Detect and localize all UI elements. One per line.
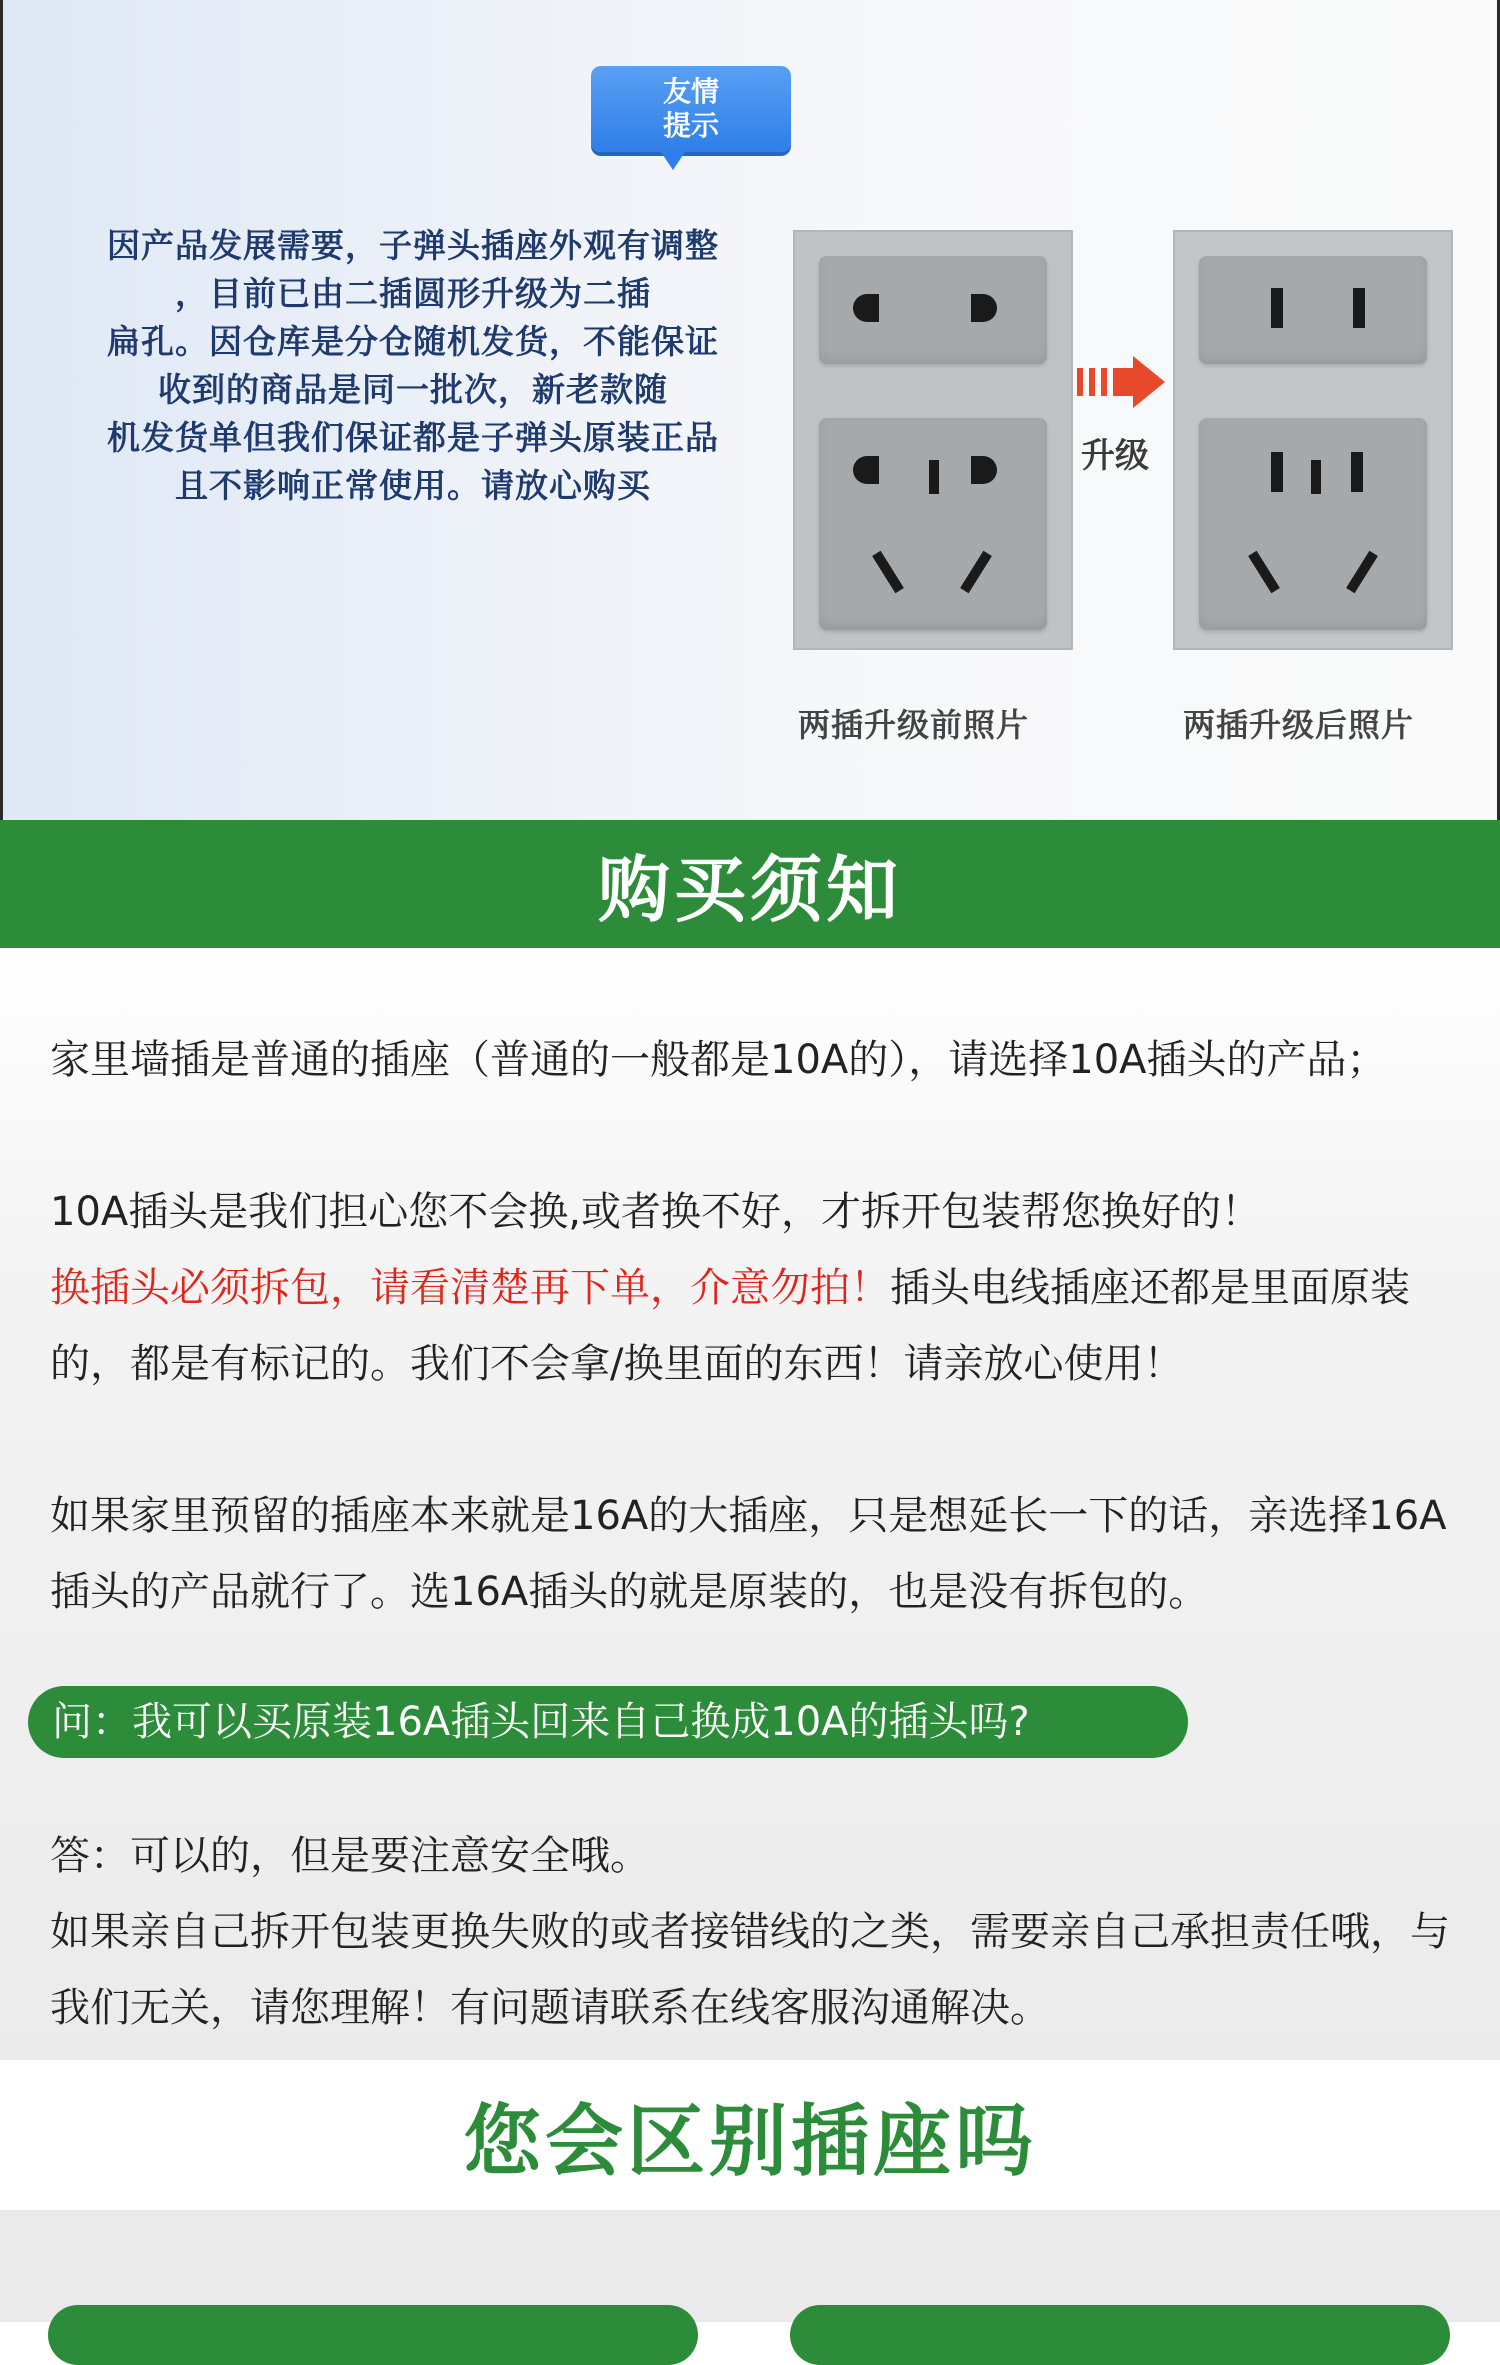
tip-badge: [591, 66, 791, 152]
socket-before-photo: [793, 230, 1073, 650]
notice-panel: [0, 0, 1500, 820]
purchase-notes-title: 购买须知: [597, 848, 902, 932]
notice-line: 因产品发展需要，子弹头插座外观有调整: [107, 226, 719, 265]
tip-badge-line1: 友情: [662, 75, 719, 108]
section-title: [0, 2060, 1500, 2210]
note-paragraph-4: 如果家里预留的插座本来就是16A的大插座，只是想延长一下的话，亲选择16A插头的产品就行了。选16A插头的就是原装的，也是没有拆包的。: [50, 1493, 1447, 1615]
notice-text: [53, 222, 773, 510]
upgrade-label: 升级: [1081, 436, 1149, 476]
caption-before: 两插升级前照片: [798, 706, 1030, 744]
note-paragraph-1: 家里墙插是普通的插座（普通的一般都是10A的），请选择10A插头的产品；: [50, 1037, 1387, 1083]
category-pill-left: [48, 2305, 698, 2365]
socket-round-holes-icon: [795, 232, 1075, 652]
notice-line: 扁孔。因仓库是分仓随机发货，不能保证: [107, 322, 719, 361]
answer-text: 答：可以的，但是要注意安全哦。: [50, 1833, 650, 1879]
note-paragraph-5: 如果亲自己拆开包装更换失败的或者接错线的之类，需要亲自己承担责任哦，与我们无关，请您理解！有问题请联系在线客服沟通解决。: [50, 1909, 1450, 2031]
notice-line: 且不影响正常使用。请放心购买: [175, 466, 651, 505]
socket-flat-holes-icon: [1175, 232, 1455, 652]
notice-line: 机发货单但我们保证都是子弹头原装正品: [107, 418, 719, 457]
upgrade-arrow-icon: [1075, 356, 1167, 408]
question-pill: 问：我可以买原装16A插头回来自己换成10A的插头吗?: [28, 1686, 1188, 1758]
purchase-notes-header: [0, 820, 1500, 948]
section-title-text: 您会区别插座吗: [462, 2097, 1037, 2187]
category-pill-right: [790, 2305, 1450, 2365]
tip-badge-line2: 提示: [662, 109, 719, 142]
note-paragraph-3-rest: 插头电线插座还都是里面原装的，都是有标记的。我们不会拿/换里面的东西！请亲放心使用！: [50, 1265, 1410, 1387]
notice-line: ，目前已由二插圆形升级为二插: [175, 274, 651, 313]
socket-after-photo: [1173, 230, 1453, 650]
caption-after: 两插升级后照片: [1183, 706, 1415, 744]
note-paragraph-2: 10A插头是我们担心您不会换,或者换不好，才拆开包装帮您换好的！: [50, 1189, 1261, 1235]
warning-text: 换插头必须拆包，请看清楚再下单，介意勿拍！: [50, 1265, 890, 1311]
note-paragraph-3: [50, 1250, 1450, 1402]
notice-line: 收到的商品是同一批次，新老款随: [158, 370, 668, 409]
